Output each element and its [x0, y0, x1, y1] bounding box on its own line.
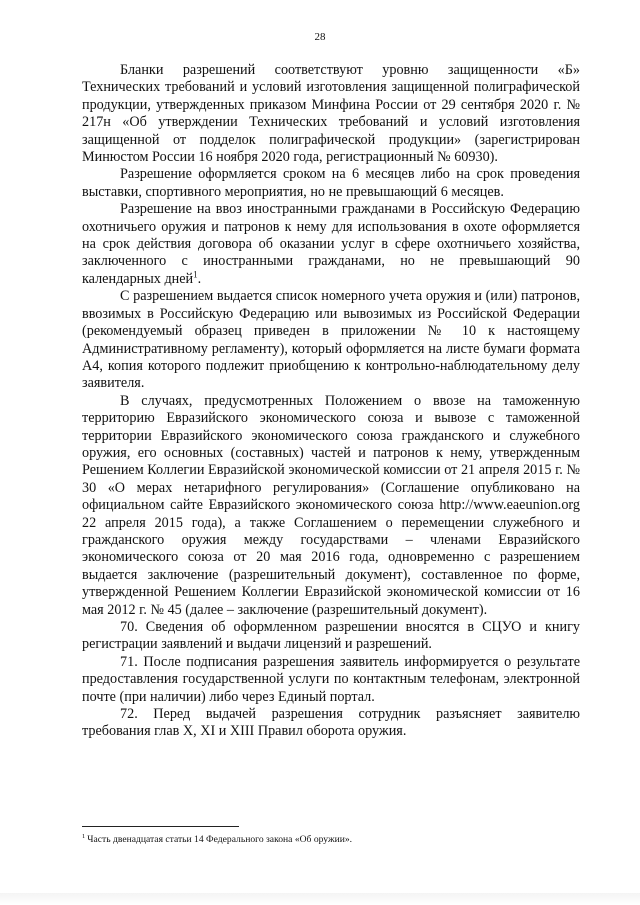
paragraph-blanks-protection: Бланки разрешений соответствуют уровню защищенности «Б» Технических требований и условий изготовления защищенной полиграфической продукции, утвержденных приказом Минфина России от 29 сентября 2020 г. № 217н «Об утверждении Технических требований и условий изготовления защищенной от подделок полиграфической продукции» (зарегистрирован Минюстом России 16 ноября 2020 года, регистрационный № 60930). — [82, 62, 580, 166]
hunting-paragraph-text: Разрешение на ввоз иностранными гражданами в Российскую Федерацию охотничьего оружия и патронов к нему для использования в охоте оформляется на срок действия договора об оказании услуг в сфере охотничьего хозяйства, заключенного с иностранными гражданами, но не превышающий 90 календарных дней — [82, 201, 580, 287]
paragraph-weapons-list: С разрешением выдается список номерного учета оружия и (или) патронов, ввозимых в Российскую Федерацию или вывозимых из Российской Федерации (рекомендуемый образец приведен в приложении № 10 к настоящему Административному регламенту), который оформляется на листе бумаги формата А4, копия которого подлежит приобщению к контрольно-наблюдательному делу заявителя. — [82, 288, 580, 392]
paragraph-item-70: 70. Сведения об оформленном разрешении вносятся в СЦУО и книгу регистрации заявлений и выдачи лицензий и разрешений. — [82, 619, 580, 653]
footnote-separator — [82, 826, 239, 827]
page-number: 28 — [314, 31, 326, 43]
paragraph-eaeu-conclusion: В случаях, предусмотренных Положением о ввозе на таможенную территорию Евразийского экономического союза и вывозе с таможенной территории Евразийского экономического союза гражданского и служебного оружия, его основных (составных) частей и патронов к нему, утвержденным Решением Коллегии Евразийской экономической комиссии от 21 апреля 2015 г. № 30 «О мерах нетарифного регулирования» (Соглашение опубликовано на официальном сайте Евразийского экономического союза http://www.eaeunion.org 22 апреля 2015 года), а также Соглашением о перемещении служебного и гражданского оружия между государствами – членами Евразийского экономического союза от 20 мая 2016 года, одновременно с разрешением выдается заключение (разрешительный документ), составленное по форме, утвержденной Решением Коллегии Евразийской экономической комиссии от 16 мая 2012 г. № 45 (далее – заключение (разрешительный документ). — [82, 392, 580, 618]
hunting-paragraph-end: . — [197, 270, 202, 287]
paragraph-item-71: 71. После подписания разрешения заявитель информируется о результате предоставления государственной услуги по контактным телефонам, электронной почте (при наличии) либо через Единый портал. — [82, 653, 580, 705]
footnote-marker: 1 — [82, 832, 86, 840]
footnote-reference: 1 — [193, 269, 198, 280]
paragraph-permit-term: Разрешение оформляется сроком на 6 месяцев либо на срок проведения выставки, спортивного мероприятия, но не превышающий 6 месяцев. — [82, 166, 580, 200]
footnote-text: Часть двенадцатая статьи 14 Федерального закона «Об оружии». — [87, 834, 353, 845]
paragraph-hunting-weapons — [82, 201, 580, 288]
paragraph-item-72: 72. Перед выдачей разрешения сотрудник разъясняет заявителю требования глав X, XI и XIII Правил оборота оружия. — [82, 706, 580, 740]
footnote — [82, 834, 580, 846]
document-body — [82, 62, 580, 741]
scan-bottom-edge — [0, 893, 640, 905]
